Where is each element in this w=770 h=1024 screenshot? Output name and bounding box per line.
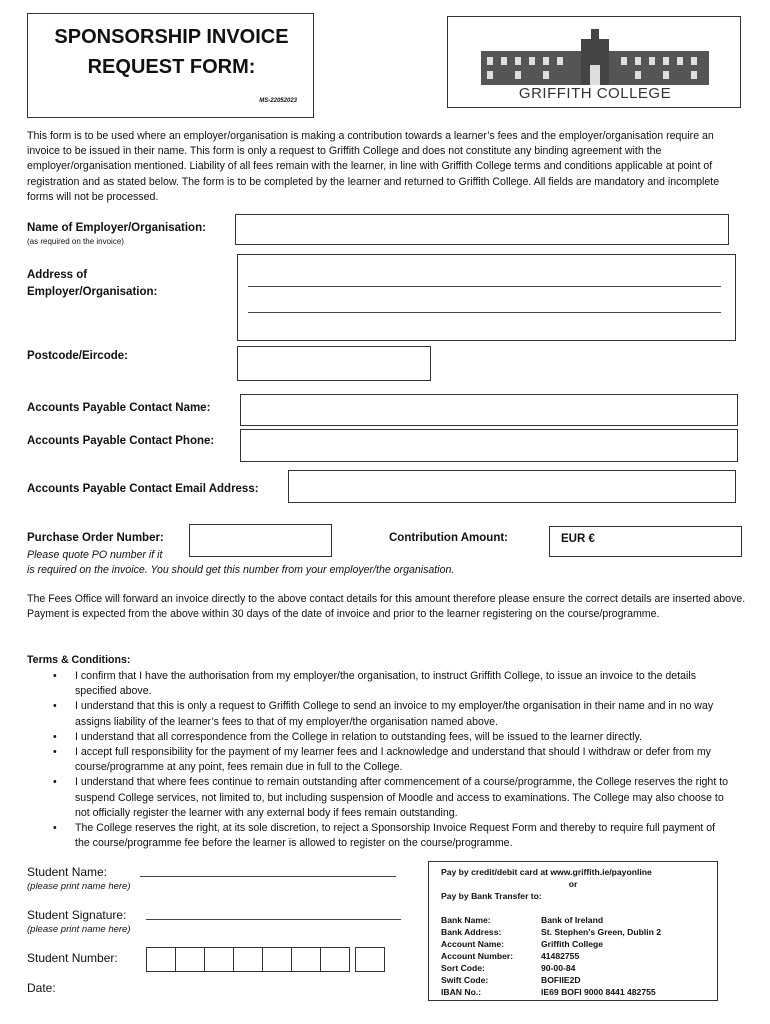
address-label-line-2: Employer/Organisation: bbox=[27, 286, 158, 298]
student-number-label: Student Number: bbox=[27, 951, 118, 965]
student-number-digit[interactable] bbox=[355, 947, 385, 972]
intro-paragraph: This form is to be used where an employer/organisation is making a contribution towards a learner’s fees and the employer/organisation require an invoice to be issued in their name. This form is only a request to Griffith College and does not constitute any binding agreement with the employer/organisation mentioned. Liability of all fees remain with the learner, in line with Griffith College terms and conditions applicable at point of registration and as stated below. The form is to be completed by the learner and returned to Griffith College. All fields are mandatory and incomplete forms will not be processed. bbox=[27, 130, 720, 203]
employer-name-field[interactable] bbox=[235, 214, 729, 245]
currency-label: EUR € bbox=[561, 533, 595, 545]
pay-or-text: or bbox=[568, 879, 578, 889]
student-number-digit[interactable] bbox=[175, 947, 205, 972]
bank-value: BOFIIE2D bbox=[541, 975, 581, 985]
logo-text: GRIFFITH COLLEGE bbox=[518, 85, 672, 102]
pay-online-text: Pay by credit/debit card at www.griffith.ie/payonline bbox=[441, 867, 652, 877]
student-signature-note: (please print name here) bbox=[27, 924, 131, 935]
po-number-field[interactable] bbox=[189, 524, 332, 557]
po-note-1: Please quote PO number if it bbox=[27, 549, 163, 561]
student-number-digit[interactable] bbox=[291, 947, 321, 972]
bank-row bbox=[441, 926, 705, 938]
terms-item: • The College reserves the right, at its sole discretion, to reject a Sponsorship Invoice Request Form and thereby to require full payment of the course/programme fee before the learner is allowed to register on the course/programme. bbox=[27, 821, 732, 851]
bank-key: Bank Address: bbox=[441, 927, 502, 937]
bank-row bbox=[441, 914, 705, 926]
bank-key: Account Name: bbox=[441, 939, 505, 949]
bank-row bbox=[441, 938, 705, 950]
college-logo bbox=[447, 16, 741, 108]
terms-list bbox=[27, 669, 732, 851]
bank-row bbox=[441, 986, 705, 998]
employer-label: Name of Employer/Organisation: bbox=[27, 222, 206, 234]
bank-row bbox=[441, 950, 705, 962]
student-name-note: (please print name here) bbox=[27, 881, 131, 892]
bank-key: IBAN No.: bbox=[441, 987, 482, 997]
contact-name-label: Accounts Payable Contact Name: bbox=[27, 402, 211, 414]
address-line-2 bbox=[248, 312, 721, 313]
bank-key: Sort Code: bbox=[441, 963, 485, 973]
title-line-1: SPONSORSHIP INVOICE bbox=[54, 26, 289, 48]
address-field[interactable] bbox=[237, 254, 736, 341]
student-number-digit[interactable] bbox=[262, 947, 292, 972]
contact-phone-label: Accounts Payable Contact Phone: bbox=[27, 435, 215, 447]
employer-note: (as required on the invoice) bbox=[27, 237, 124, 246]
terms-item: • I understand that this is only a request to Griffith College to send an invoice to my employer/the organisation in their name and in no way assigns liability of the learner’s fees to that of my employer/the organisation named above. bbox=[27, 699, 732, 729]
address-label bbox=[27, 267, 157, 301]
po-note-2: is required on the invoice. You should get this number from your employer/the organisation. bbox=[27, 564, 455, 576]
contribution-label: Contribution Amount: bbox=[389, 532, 509, 544]
student-signature-line[interactable] bbox=[146, 919, 401, 920]
student-name-label: Student Name: bbox=[27, 865, 108, 879]
bank-value: IE69 BOFI 9000 8441 482755 bbox=[541, 987, 656, 997]
title-line-2: REQUEST FORM: bbox=[87, 56, 256, 78]
bank-value: St. Stephen’s Green, Dublin 2 bbox=[541, 927, 662, 937]
student-signature-label: Student Signature: bbox=[27, 908, 127, 922]
bank-key: Bank Name: bbox=[441, 915, 491, 925]
date-label: Date: bbox=[27, 981, 56, 995]
form-code: MS-22052023 bbox=[259, 98, 297, 104]
student-number-digit[interactable] bbox=[320, 947, 350, 972]
po-label: Purchase Order Number: bbox=[27, 532, 164, 544]
student-number-digit[interactable] bbox=[146, 947, 176, 972]
college-building-icon bbox=[481, 29, 709, 85]
terms-item: • I understand that where fees continue to remain outstanding after commencement of a course/programme, the College reserves the right to suspend College services, not limited to, but including suspension of Moodle and access to examinations. The College may also choose to not officially register the learner with any external body if fees remain outstanding. bbox=[27, 775, 732, 821]
contact-email-label: Accounts Payable Contact Email Address: bbox=[27, 483, 259, 495]
title-box bbox=[27, 13, 314, 118]
contribution-amount-field[interactable] bbox=[549, 526, 742, 557]
terms-heading: Terms & Conditions: bbox=[27, 654, 131, 666]
fees-office-paragraph: The Fees Office will forward an invoice directly to the above contact details for this amount therefore please ensure the correct details are inserted above. Payment is expected from the above within 30 days of the date of invoice and prior to the learner registering on the course/programme. bbox=[27, 593, 746, 621]
terms-item: • I confirm that I have the authorisation from my employer/the organisation, to instruct Griffith College, to issue an invoice to the details specified above. bbox=[27, 669, 732, 699]
contact-phone-field[interactable] bbox=[240, 429, 738, 462]
pay-transfer-text: Pay by Bank Transfer to: bbox=[441, 891, 542, 901]
student-number-digit[interactable] bbox=[233, 947, 263, 972]
terms-item: • I accept full responsibility for the payment of my learner fees and I acknowledge and understand that should I withdraw or defer from my course/programme at any point, fees remain due in full to the College. bbox=[27, 745, 732, 775]
address-line-1 bbox=[248, 286, 721, 287]
bank-value: Griffith College bbox=[541, 939, 604, 949]
contact-email-field[interactable] bbox=[288, 470, 736, 503]
student-number-digit[interactable] bbox=[204, 947, 234, 972]
bank-key: Account Number: bbox=[441, 951, 514, 961]
bank-value: 90-00-84 bbox=[541, 963, 576, 973]
postcode-field[interactable] bbox=[237, 346, 431, 381]
student-name-line[interactable] bbox=[140, 876, 396, 877]
contact-name-field[interactable] bbox=[240, 394, 738, 426]
bank-row bbox=[441, 974, 705, 986]
bank-row bbox=[441, 962, 705, 974]
page-title bbox=[28, 22, 315, 82]
bank-value: Bank of Ireland bbox=[541, 915, 604, 925]
address-label-line-1: Address of bbox=[27, 269, 88, 281]
bank-value: 41482755 bbox=[541, 951, 580, 961]
terms-item: • I understand that all correspondence from the College in relation to outstanding fees, will be issued to the learner directly. bbox=[27, 730, 732, 745]
bank-key: Swift Code: bbox=[441, 975, 489, 985]
postcode-label: Postcode/Eircode: bbox=[27, 350, 128, 362]
payment-info-box bbox=[428, 861, 718, 1001]
